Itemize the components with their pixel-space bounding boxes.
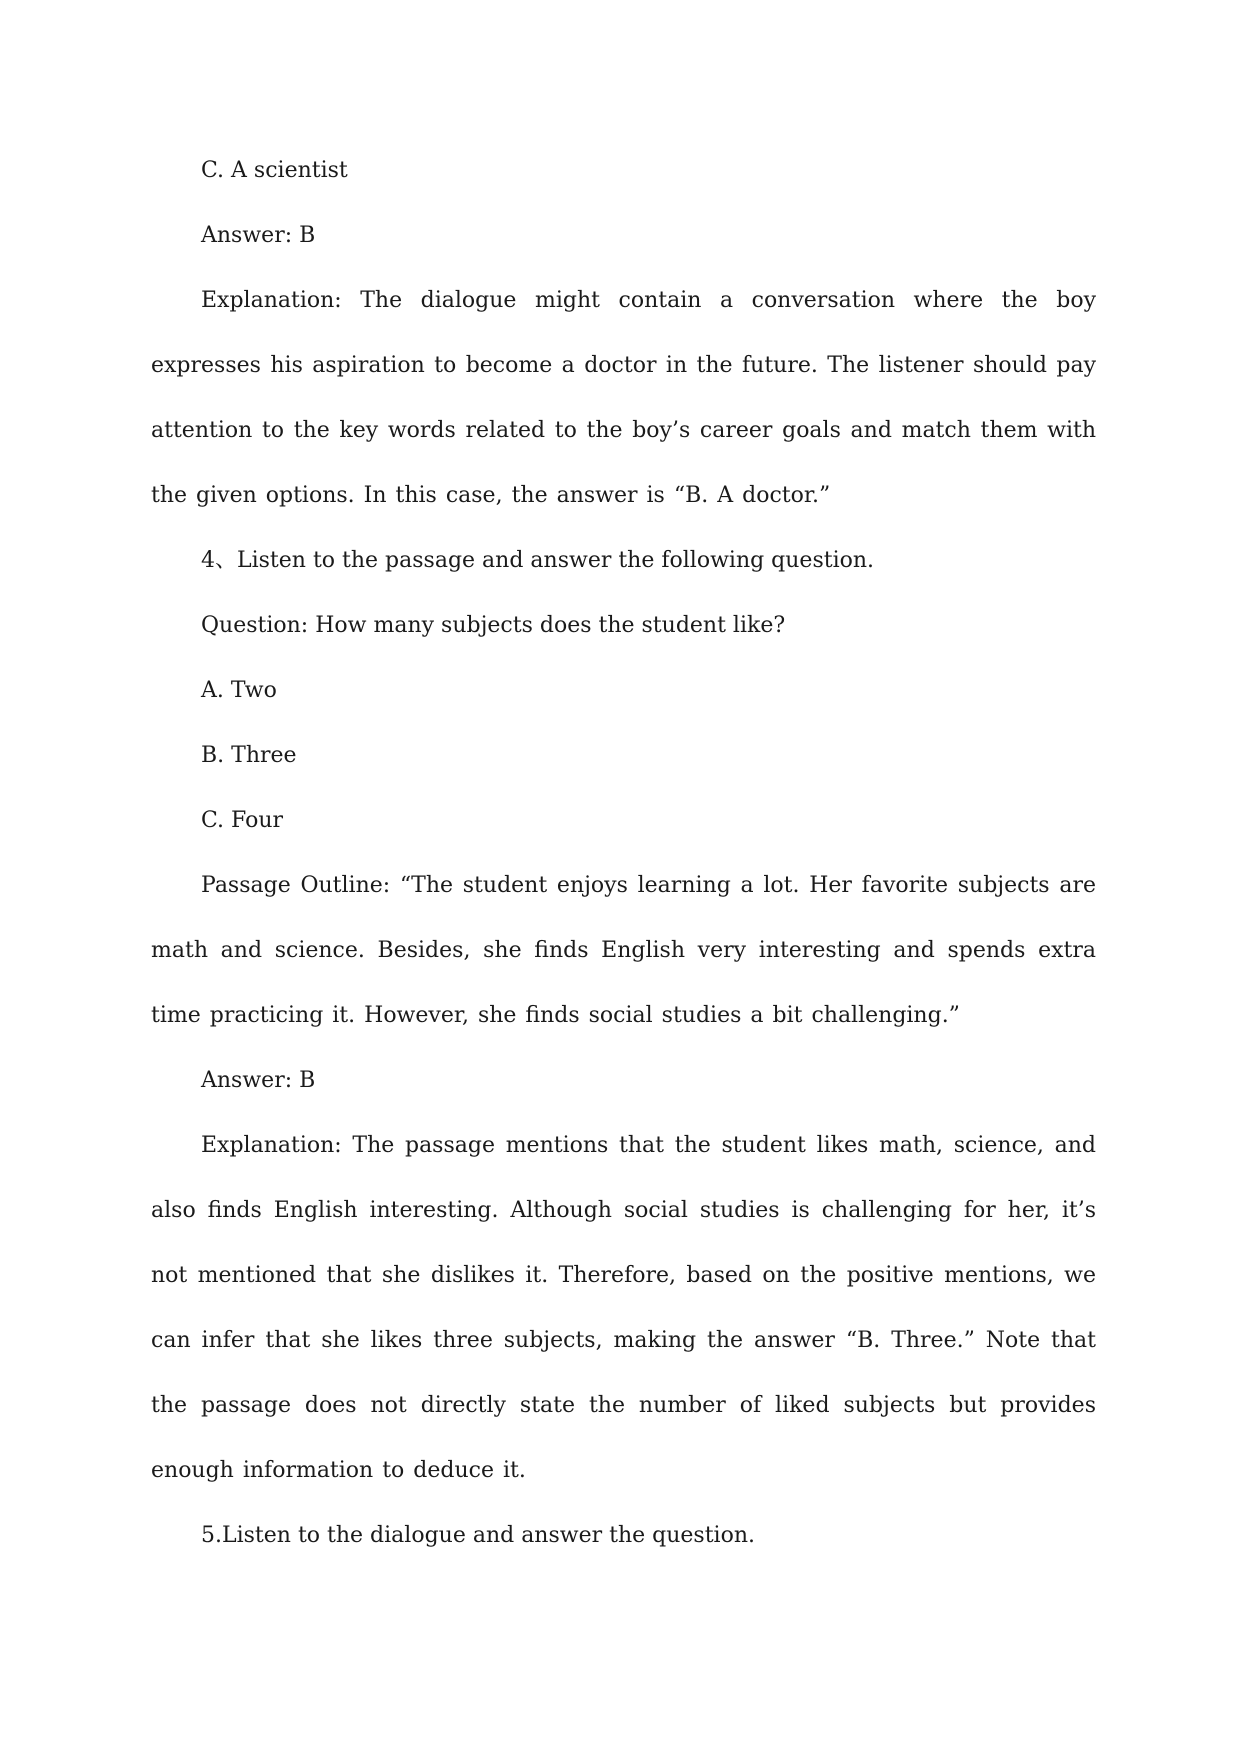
option-a-two: A. Two bbox=[201, 678, 277, 703]
document-body bbox=[151, 138, 1096, 1568]
answer-line-q3: Answer: B bbox=[201, 223, 316, 248]
passage-outline: Passage Outline: “The student enjoys learning a lot. Her favorite subjects are math and science. Besides, she finds English very interesting and spends extra time practicing it. However, she finds social studies a bit challenging.” bbox=[151, 873, 1096, 1028]
question-5-instruction: 5.Listen to the dialogue and answer the question. bbox=[201, 1523, 755, 1548]
option-c-scientist: C. A scientist bbox=[201, 158, 348, 183]
answer-line-q4: Answer: B bbox=[201, 1068, 316, 1093]
option-c-four: C. Four bbox=[201, 808, 284, 833]
question-4-instruction: 4、Listen to the passage and answer the following question. bbox=[201, 548, 875, 573]
question-4-text: Question: How many subjects does the student like? bbox=[201, 613, 786, 638]
option-b-three: B. Three bbox=[201, 743, 297, 768]
explanation-q3: Explanation: The dialogue might contain a conversation where the boy expresses his aspiration to become a doctor in the future. The listener should pay attention to the key words related to the boy’s career goals and match them with the given options. In this case, the answer is “B. A doctor.” bbox=[151, 288, 1096, 508]
explanation-q4: Explanation: The passage mentions that the student likes math, science, and also finds English interesting. Although social studies is challenging for her, it’s not mentioned that she dislikes it. Therefore, based on the positive mentions, we can infer that she likes three subjects, making the answer “B. Three.” Note that the passage does not directly state the number of liked subjects but provides enough information to deduce it. bbox=[151, 1133, 1096, 1483]
